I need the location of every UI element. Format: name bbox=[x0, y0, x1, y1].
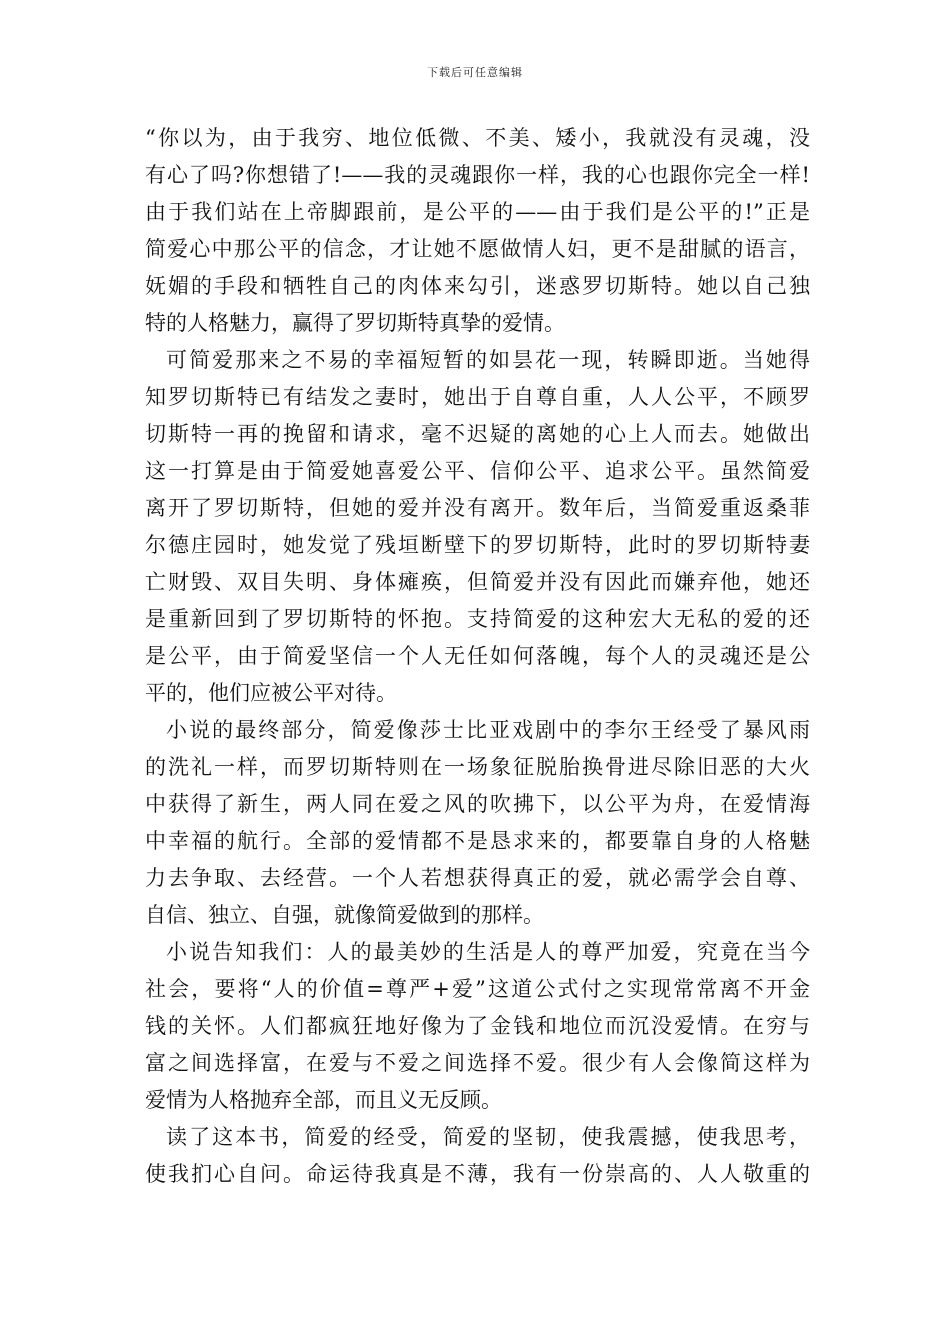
paragraph bbox=[145, 934, 810, 1119]
text-line: 可简爱那来之不易的幸福短暂的如昙花一现，转瞬即逝。当她得 bbox=[166, 348, 810, 372]
text-line: 切斯特一再的挽留和请求，毫不迟疑的离她的心上人而去。她做出 bbox=[145, 422, 810, 446]
text-line: 特的人格魅力，赢得了罗切斯特真挚的爱情。 bbox=[145, 311, 565, 335]
text-line: 妩媚的手段和牺牲自己的肉体来勾引，迷惑罗切斯特。她以自己独 bbox=[145, 274, 810, 298]
text-line: 有心了吗?你想错了!——我的灵魂跟你一样，我的心也跟你完全一样! bbox=[145, 163, 810, 187]
text-line: 富之间选择富，在爱与不爱之间选择不爱。很少有人会像简这样为 bbox=[145, 1051, 810, 1075]
text-line: 小说的最终部分，简爱像莎士比亚戏剧中的李尔王经受了暴风雨 bbox=[166, 718, 810, 742]
text-line: 尔德庄园时，她发觉了残垣断壁下的罗切斯特，此时的罗切斯特妻 bbox=[145, 533, 810, 557]
text-line: “你以为，由于我穷、地位低微、不美、矮小，我就没有灵魂，没 bbox=[145, 126, 810, 150]
paragraph bbox=[145, 712, 810, 934]
text-line: 知罗切斯特已有结发之妻时，她出于自尊自重，人人公平，不顾罗 bbox=[145, 385, 810, 409]
text-line: 自信、独立、自强，就像简爱做到的那样。 bbox=[145, 903, 544, 927]
text-line: 是重新回到了罗切斯特的怀抱。支持简爱的这种宏大无私的爱的还 bbox=[145, 607, 810, 631]
text-line: 小说告知我们：人的最美妙的生活是人的尊严加爱，究竟在当今 bbox=[166, 940, 810, 964]
page-header: 下载后可任意编辑 bbox=[427, 66, 523, 79]
text-line: 亡财毁、双目失明、身体瘫痪，但简爱并没有因此而嫌弃他，她还 bbox=[145, 570, 810, 594]
paragraph bbox=[145, 1119, 810, 1193]
body-text bbox=[145, 120, 810, 1193]
text-line: 社会，要将“人的价值=尊严+爱”这道公式付之实现常常离不开金 bbox=[145, 977, 810, 1001]
paragraph bbox=[145, 342, 810, 712]
text-line: 的洗礼一样，而罗切斯特则在一场象征脱胎换骨进尽除旧恶的大火 bbox=[145, 755, 810, 779]
text-line: 中获得了新生，两人同在爱之风的吹拂下，以公平为舟，在爱情海 bbox=[145, 792, 810, 816]
text-line: 由于我们站在上帝脚跟前，是公平的——由于我们是公平的!”正是 bbox=[145, 200, 810, 224]
paragraph bbox=[145, 120, 810, 342]
text-line: 平的，他们应被公平对待。 bbox=[145, 681, 397, 705]
text-line: 是公平，由于简爱坚信一个人无任如何落魄，每个人的灵魂还是公 bbox=[145, 644, 810, 668]
text-line: 爱情为人格抛弃全部，而且义无反顾。 bbox=[145, 1088, 502, 1112]
text-line: 读了这本书，简爱的经受，简爱的坚韧，使我震撼，使我思考， bbox=[166, 1125, 810, 1149]
text-line: 离开了罗切斯特，但她的爱并没有离开。数年后，当简爱重返桑菲 bbox=[145, 496, 810, 520]
text-line: 钱的关怀。人们都疯狂地好像为了金钱和地位而沉没爱情。在穷与 bbox=[145, 1014, 810, 1038]
text-line: 这一打算是由于简爱她喜爱公平、信仰公平、追求公平。虽然简爱 bbox=[145, 459, 810, 483]
text-line: 使我扪心自问。命运待我真是不薄，我有一份崇高的、人人敬重的 bbox=[145, 1162, 810, 1186]
text-line: 简爱心中那公平的信念，才让她不愿做情人妇，更不是甜腻的语言， bbox=[145, 237, 810, 261]
text-line: 中幸福的航行。全部的爱情都不是恳求来的，都要靠自身的人格魅 bbox=[145, 829, 810, 853]
text-line: 力去争取、去经营。一个人若想获得真正的爱，就必需学会自尊、 bbox=[145, 866, 810, 890]
